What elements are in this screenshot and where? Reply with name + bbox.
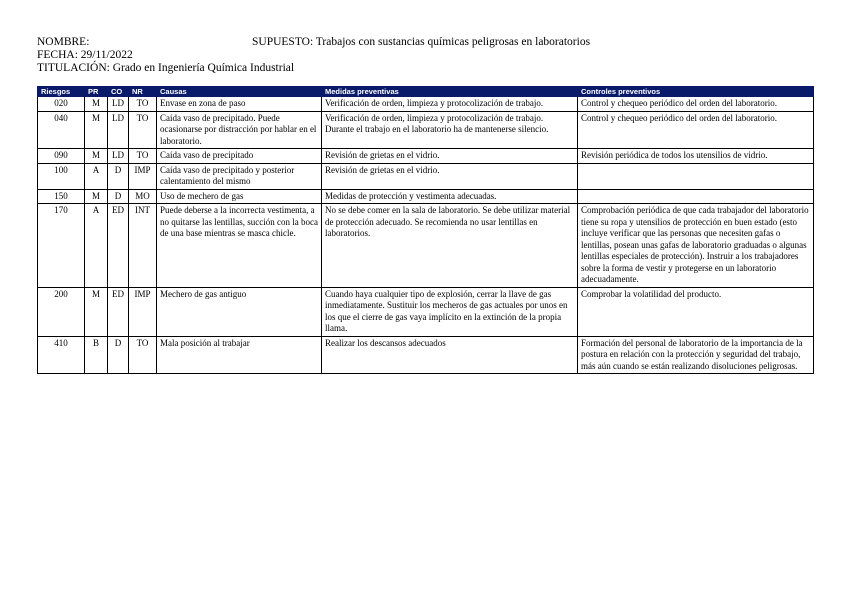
- cell-controles: Revisión periódica de todos los utensilios de vidrio.: [578, 149, 814, 164]
- cell-co: D: [108, 336, 129, 374]
- cell-medidas: Verificación de orden, limpieza y protocolización de trabajo. Durante el trabajo en el laboratorio ha de mantenerse silencio.: [322, 111, 578, 149]
- cell-causas: Mala posición al trabajar: [157, 336, 322, 374]
- table-row: [38, 111, 814, 149]
- cell-riesgo: 200: [38, 287, 85, 336]
- cell-causas: Caída vaso de precipitado y posterior calentamiento del mismo: [157, 163, 322, 189]
- cell-co: D: [108, 163, 129, 189]
- cell-causas: Caída vaso de precipitado: [157, 149, 322, 164]
- titulacion-label: TITULACIÓN: Grado en Ingeniería Química Industrial: [37, 62, 295, 74]
- cell-pr: A: [85, 163, 108, 189]
- cell-pr: M: [85, 287, 108, 336]
- cell-causas: Envase en zona de paso: [157, 97, 322, 112]
- risk-table: [37, 86, 814, 374]
- cell-medidas: Cuando haya cualquier tipo de explosión, cerrar la llave de gas inmediatamente. Sustituir los mecheros de gas actuales por unos en los que el cierre de gas vaya implícito en la extinción de la propia llama.: [322, 287, 578, 336]
- cell-riesgo: 410: [38, 336, 85, 374]
- cell-controles: [578, 189, 814, 204]
- cell-co: D: [108, 189, 129, 204]
- cell-co: LD: [108, 149, 129, 164]
- cell-pr: M: [85, 189, 108, 204]
- cell-co: LD: [108, 111, 129, 149]
- cell-riesgo: 040: [38, 111, 85, 149]
- table-header-row: [38, 87, 814, 97]
- cell-pr: B: [85, 336, 108, 374]
- cell-nr: TO: [129, 97, 157, 112]
- cell-controles: Control y chequeo periódico del orden del laboratorio.: [578, 97, 814, 112]
- cell-pr: M: [85, 149, 108, 164]
- cell-controles: Formación del personal de laboratorio de la importancia de la postura en relación con la protección y seguridad del trabajo, más aún cuando se están realizando disoluciones peligrosas.: [578, 336, 814, 374]
- col-header-riesgos: Riesgos: [38, 87, 85, 97]
- table-row: [38, 336, 814, 374]
- table-row: [38, 97, 814, 112]
- cell-nr: IMP: [129, 287, 157, 336]
- nombre-label: NOMBRE:: [37, 36, 90, 48]
- cell-controles: Comprobar la volatilidad del producto.: [578, 287, 814, 336]
- cell-medidas: Verificación de orden, limpieza y protocolización de trabajo.: [322, 97, 578, 112]
- cell-controles: Comprobación periódica de que cada trabajador del laboratorio tiene su ropa y utensilios de protección en buen estado (esto incluye verificar que las personas que necesiten gafas o lentillas, posean unas gafas de laboratorio graduadas o algunas lentillas especiales de protección). Instruir a los trabajadores sobre la forma de vestir y protegerse en un laboratorio adecuadamente.: [578, 204, 814, 288]
- cell-medidas: Revisión de grietas en el vidrio.: [322, 163, 578, 189]
- cell-controles: Control y chequeo periódico del orden del laboratorio.: [578, 111, 814, 149]
- col-header-co: CO: [108, 87, 129, 97]
- cell-medidas: Realizar los descansos adecuados: [322, 336, 578, 374]
- cell-riesgo: 170: [38, 204, 85, 288]
- cell-co: ED: [108, 204, 129, 288]
- col-header-nr: NR: [129, 87, 157, 97]
- table-row: [38, 149, 814, 164]
- col-header-controles: Controles preventivos: [578, 87, 814, 97]
- cell-nr: MO: [129, 189, 157, 204]
- cell-causas: Uso de mechero de gas: [157, 189, 322, 204]
- cell-riesgo: 100: [38, 163, 85, 189]
- cell-riesgo: 020: [38, 97, 85, 112]
- cell-nr: INT: [129, 204, 157, 288]
- supuesto-title: SUPUESTO: Trabajos con sustancias químicas peligrosas en laboratorios: [252, 36, 591, 48]
- cell-controles: [578, 163, 814, 189]
- cell-co: ED: [108, 287, 129, 336]
- fecha-label: FECHA: 29/11/2022: [37, 49, 133, 61]
- table-row: [38, 163, 814, 189]
- cell-riesgo: 090: [38, 149, 85, 164]
- table-row: [38, 189, 814, 204]
- col-header-medidas: Medidas preventivas: [322, 87, 578, 97]
- cell-medidas: Medidas de protección y vestimenta adecuadas.: [322, 189, 578, 204]
- table-row: [38, 287, 814, 336]
- cell-causas: Mechero de gas antiguo: [157, 287, 322, 336]
- cell-pr: M: [85, 97, 108, 112]
- cell-causas: Puede deberse a la incorrecta vestimenta, a no quitarse las lentillas, succión con la boca de una base mientras se masca chicle.: [157, 204, 322, 288]
- cell-medidas: Revisión de grietas en el vidrio.: [322, 149, 578, 164]
- col-header-causas: Causas: [157, 87, 322, 97]
- cell-co: LD: [108, 97, 129, 112]
- cell-nr: TO: [129, 111, 157, 149]
- cell-nr: IMP: [129, 163, 157, 189]
- table-row: [38, 204, 814, 288]
- col-header-pr: PR: [85, 87, 108, 97]
- cell-riesgo: 150: [38, 189, 85, 204]
- cell-nr: TO: [129, 336, 157, 374]
- cell-pr: M: [85, 111, 108, 149]
- cell-medidas: No se debe comer en la sala de laboratorio. Se debe utilizar material de protección adecuado. Se recomienda no usar lentillas en laboratorios.: [322, 204, 578, 288]
- cell-pr: A: [85, 204, 108, 288]
- cell-causas: Caída vaso de precipitado. Puede ocasionarse por distracción por hablar en el laboratorio.: [157, 111, 322, 149]
- cell-nr: TO: [129, 149, 157, 164]
